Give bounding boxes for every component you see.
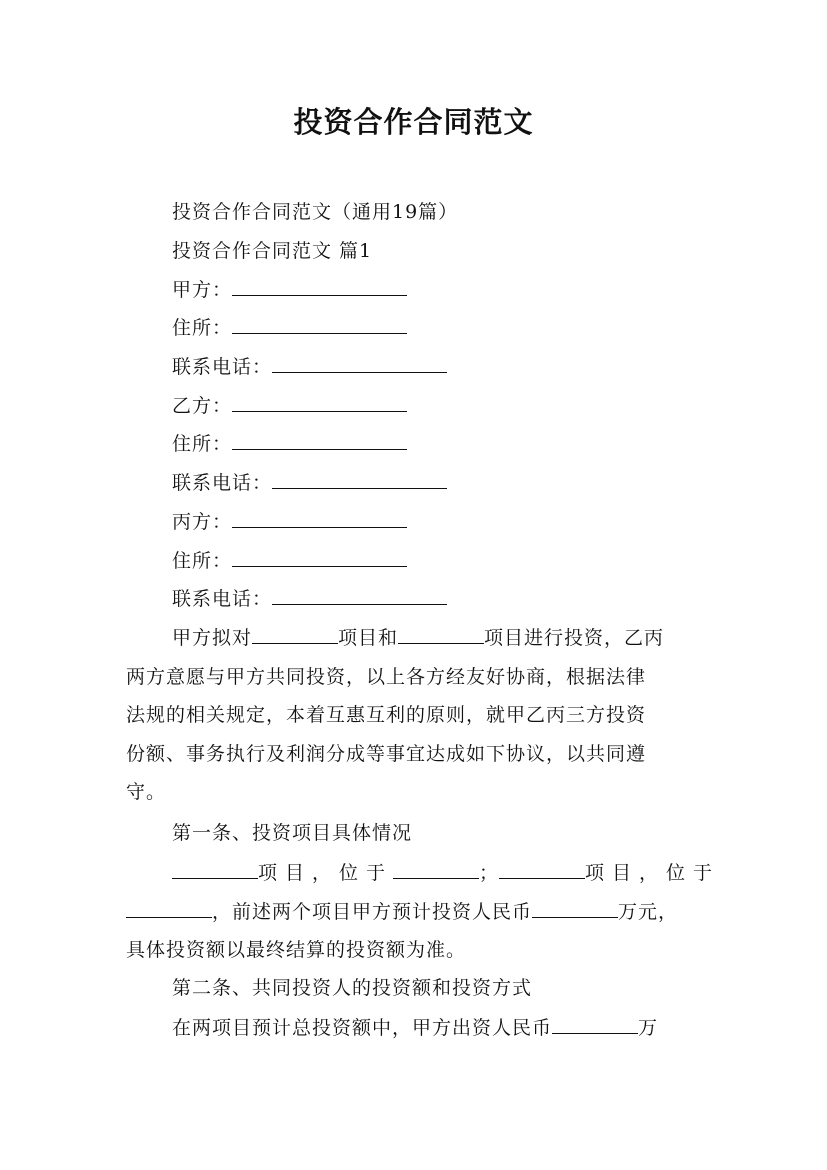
party-b-phone-field [172,468,447,498]
party-b-address-field [172,429,407,459]
intro-blank-1 [252,623,338,644]
party-b-label: 乙方： [172,395,233,417]
article-1-text-5: 万元， [618,900,679,923]
document-title: 投资合作合同范文 [293,105,534,139]
article-1-line-1 [126,854,721,893]
party-b-address-blank [232,429,407,450]
intro-blank-2 [398,623,484,644]
intro-line-3: 法规的相关规定，本着互惠互利的原则，就甲乙丙三方投资 [126,704,647,726]
party-a-label: 甲方： [172,279,233,301]
article-1-text-1: 项目，位于 [258,862,394,884]
intro-paragraph [126,619,701,812]
party-b-address-label: 住所： [172,433,233,455]
section-heading: 投资合作合同范文 篇1 [172,240,373,262]
party-b-phone-label: 联系电话： [172,472,273,494]
article-1-text-2: ； [479,862,500,884]
intro-line-4: 份额、事务执行及利润分成等事宜达成如下协议，以共同遵 [126,742,647,765]
article-2-line-1 [126,1009,701,1048]
party-c-phone-blank [272,584,447,605]
article-1-blank-5 [532,897,618,918]
article-1-heading: 第一条、投资项目具体情况 [172,822,413,844]
party-c-field [172,507,407,537]
intro-line-2: 两方意愿与甲方共同投资，以上各方经友好协商，根据法律 [126,665,647,688]
party-c-blank [232,507,407,528]
party-a-field [172,275,407,305]
party-c-address-blank [232,546,407,567]
article-1-blank-2 [393,858,479,879]
intro-text-3: 项目进行投资，乙丙 [484,627,665,649]
party-a-address-field [172,313,407,343]
party-b-blank [232,391,407,412]
party-a-phone-label: 联系电话： [172,356,273,378]
article-2-blank-1 [552,1013,638,1034]
party-c-phone-label: 联系电话： [172,588,273,610]
article-1-text-4: ，前述两个项目甲方预计投资人民币 [212,900,533,923]
party-a-blank [232,275,407,296]
article-2-paragraph [126,1009,701,1048]
document-subtitle: 投资合作合同范文（通用19篇） [172,201,459,223]
party-b-field [172,391,407,421]
party-a-address-blank [232,313,407,334]
article-1-blank-3 [499,858,585,879]
article-2-text-1: 在两项目预计总投资额中，甲方出资人民币 [172,1017,553,1039]
party-c-address-label: 住所： [172,550,233,572]
article-1-text-3: 项目，位于 [585,862,721,884]
article-2-heading: 第二条、共同投资人的投资额和投资方式 [172,977,533,999]
party-a-phone-field [172,352,447,382]
intro-line-1 [126,619,701,658]
article-1-line-2 [126,893,701,932]
article-2-text-2: 万 [638,1017,659,1039]
article-1-blank-1 [172,858,258,879]
party-a-address-label: 住所： [172,317,233,339]
intro-text-1: 甲方拟对 [172,627,253,649]
article-1-line-3: 具体投资额以最终结算的投资额为准。 [126,939,467,961]
intro-text-2: 项目和 [338,627,399,649]
article-1-paragraph [126,854,721,970]
article-1-blank-4 [126,897,212,918]
party-c-phone-field [172,584,447,614]
party-c-address-field [172,546,407,576]
intro-line-5: 守。 [126,781,167,803]
party-b-phone-blank [272,468,447,489]
party-c-label: 丙方： [172,511,233,533]
party-a-phone-blank [272,352,447,373]
